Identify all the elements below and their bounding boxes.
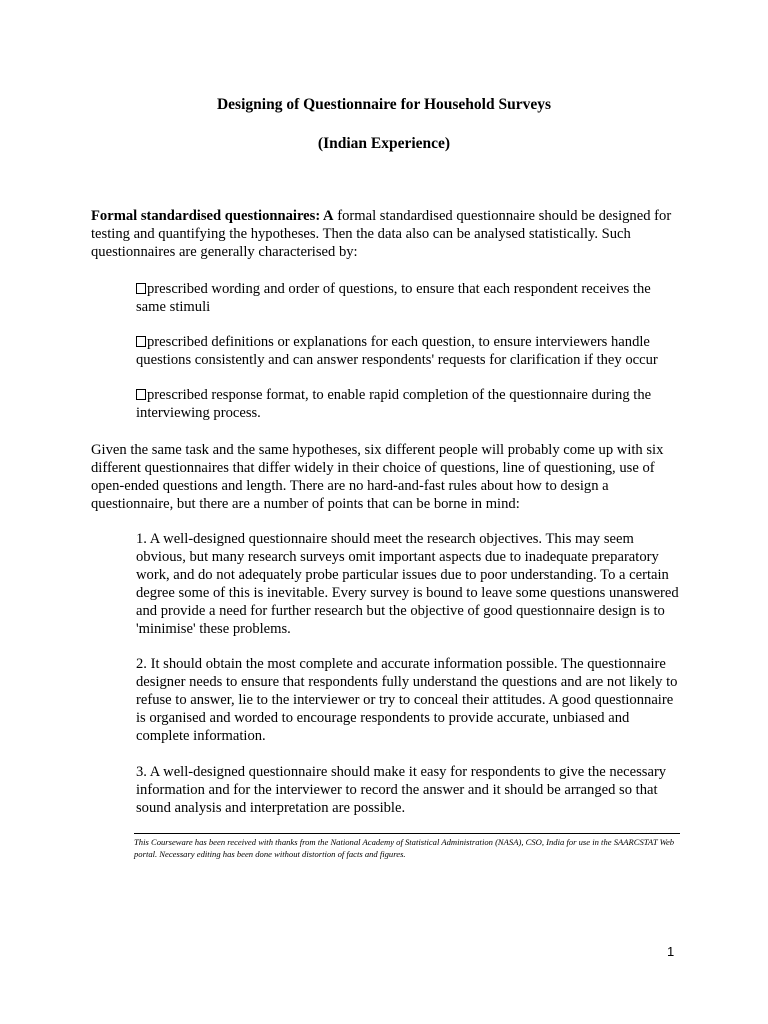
document-subtitle: (Indian Experience) xyxy=(317,135,451,152)
list-item xyxy=(136,280,681,316)
intro-lead: Formal standardised questionnaires: A xyxy=(91,208,334,224)
intro-paragraph xyxy=(91,207,681,261)
list-item xyxy=(136,386,681,422)
numbered-point: 3. A well-designed questionnaire should make it easy for respondents to give the necessary information and for the interviewer to record the answer and it should be arranged so that sound analysis and interpretation are possible. xyxy=(136,764,667,816)
checkbox-bullet-icon xyxy=(136,336,146,347)
list-item-text: prescribed response format, to enable rapid completion of the questionnaire during the interviewing process. xyxy=(136,387,652,421)
intro-text: formal standardised questionnaire should be designed for testing and quantifying the hypotheses. Then the data also can be analysed statistically. Such questionnaires are generally characterised by: xyxy=(91,208,672,260)
footnote-divider xyxy=(134,833,680,834)
document-title: Designing of Questionnaire for Household Surveys xyxy=(216,96,551,113)
footnote: This Courseware has been received with thanks from the National Academy of Statistical Administration (NASA), CSO, India for use in the SAARCSTAT Web portal. Necessary editing has been done without distortion of facts and figures. xyxy=(134,837,675,859)
list-item xyxy=(136,333,681,369)
checkbox-bullet-icon xyxy=(136,389,146,400)
list-item-text: prescribed wording and order of questions, to ensure that each respondent receives the same stimuli xyxy=(136,281,651,315)
numbered-point: 1. A well-designed questionnaire should meet the research objectives. This may seem obvious, but many research surveys omit important aspects due to inadequate preparatory work, and do not adequately probe particular issues due to poor understanding. To a certain degree some of this is inevitable. Every survey is bound to leave some questions unanswered and provide a need for further research but the objective of good questionnaire design is to 'minimise' these problems. xyxy=(136,531,679,637)
body-paragraph: Given the same task and the same hypotheses, six different people will probably come up with six different questionnaires that differ widely in their choice of questions, line of questioning, use of open-ended questions and length. There are no hard-and-fast rules about how to design a questionnaire, but there are a number of points that can be borne in mind: xyxy=(91,442,664,512)
numbered-point: 2. It should obtain the most complete and accurate information possible. The questionnaire designer needs to ensure that respondents fully understand the questions and are not likely to refuse to answer, lie to the interviewer or try to conceal their attitudes. A good questionnaire is organised and worded to encourage respondents to provide accurate, unbiased and complete information. xyxy=(136,656,678,744)
page-number: 1 xyxy=(667,944,675,959)
list-item-text: prescribed definitions or explanations for each question, to ensure interviewers handle questions consistently and can answer respondents' requests for clarification if they occur xyxy=(136,334,658,368)
checkbox-bullet-icon xyxy=(136,283,146,294)
